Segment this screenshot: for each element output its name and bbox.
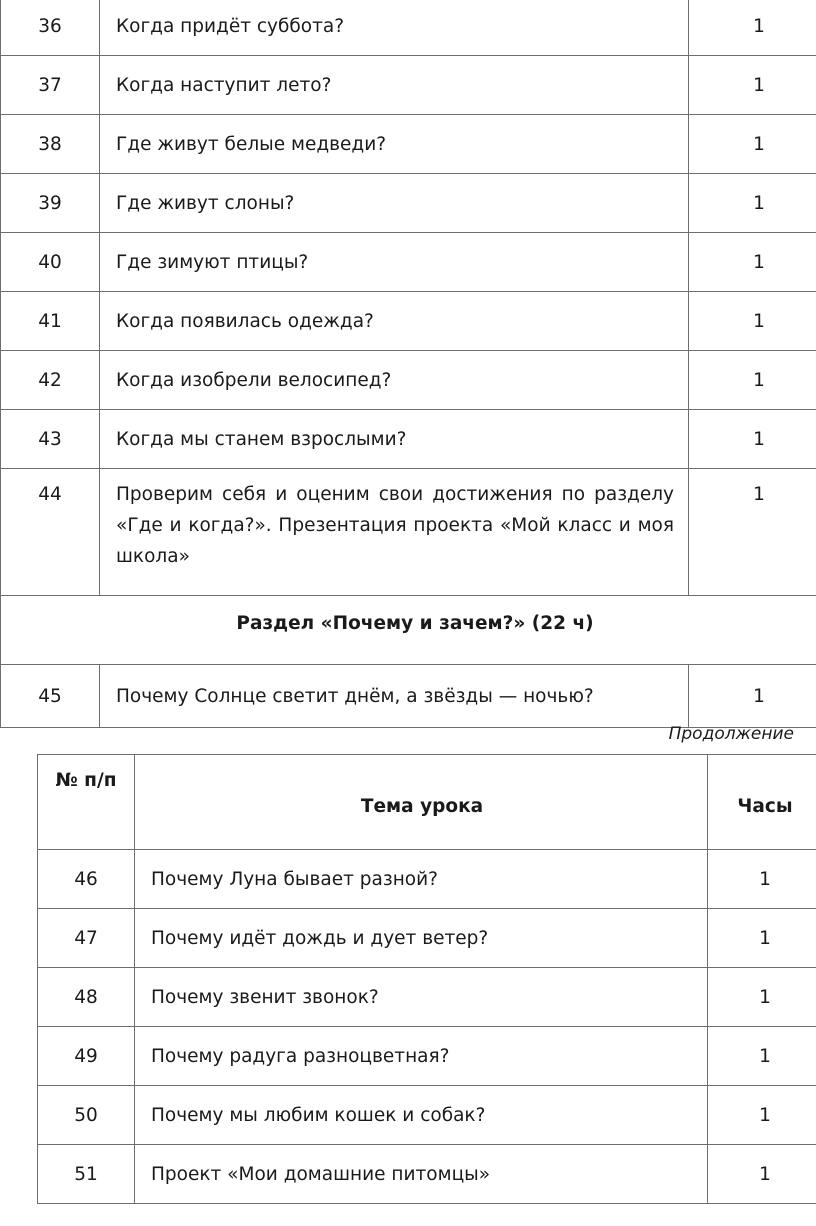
lesson-topic: Проект «Мои домашние питомцы» bbox=[135, 1145, 708, 1204]
header-hours: Часы bbox=[708, 755, 816, 850]
lesson-topic: Почему радуга разноцветная? bbox=[135, 1027, 708, 1086]
lesson-topic: Где живут белые медведи? bbox=[100, 115, 689, 174]
table-row bbox=[38, 909, 816, 968]
table-row bbox=[1, 0, 816, 56]
continuation-label: Продолжение bbox=[668, 724, 794, 744]
lesson-number: 38 bbox=[1, 115, 100, 174]
lesson-topic: Когда появилась одежда? bbox=[100, 292, 689, 351]
lesson-hours: 1 bbox=[689, 115, 816, 174]
lesson-hours: 1 bbox=[689, 292, 816, 351]
lesson-topic: Где зимуют птицы? bbox=[100, 233, 689, 292]
table-row bbox=[38, 850, 816, 909]
lesson-number: 50 bbox=[38, 1086, 135, 1145]
table-row bbox=[38, 1027, 816, 1086]
table-row bbox=[1, 351, 816, 410]
lesson-hours: 1 bbox=[689, 56, 816, 115]
lesson-number: 42 bbox=[1, 351, 100, 410]
lesson-number: 51 bbox=[38, 1145, 135, 1204]
lesson-topic: Где живут слоны? bbox=[100, 174, 689, 233]
lesson-number: 44 bbox=[1, 469, 100, 596]
lesson-number: 45 bbox=[1, 665, 100, 728]
lesson-number: 39 bbox=[1, 174, 100, 233]
lesson-topic: Когда придёт суббота? bbox=[100, 0, 689, 56]
lesson-number: 47 bbox=[38, 909, 135, 968]
lesson-hours: 1 bbox=[689, 233, 816, 292]
table-row bbox=[38, 968, 816, 1027]
header-number: № п/п bbox=[38, 755, 135, 850]
table-row bbox=[1, 410, 816, 469]
lesson-hours: 1 bbox=[689, 469, 816, 596]
lesson-hours: 1 bbox=[689, 410, 816, 469]
lesson-number: 36 bbox=[1, 0, 100, 56]
lesson-topic: Почему мы любим кошек и собак? bbox=[135, 1086, 708, 1145]
lesson-hours: 1 bbox=[708, 1086, 816, 1145]
table-row bbox=[1, 115, 816, 174]
section-title: Раздел «Почему и зачем?» (22 ч) bbox=[1, 596, 816, 665]
lesson-hours: 1 bbox=[708, 1027, 816, 1086]
lesson-hours: 1 bbox=[708, 968, 816, 1027]
lesson-table-bottom bbox=[37, 754, 816, 1204]
lesson-topic: Почему Луна бывает разной? bbox=[135, 850, 708, 909]
lesson-hours: 1 bbox=[689, 0, 816, 56]
lesson-number: 49 bbox=[38, 1027, 135, 1086]
table-row bbox=[1, 665, 816, 728]
table-row bbox=[1, 56, 816, 115]
lesson-hours: 1 bbox=[708, 1145, 816, 1204]
table-row bbox=[38, 1086, 816, 1145]
lesson-number: 37 bbox=[1, 56, 100, 115]
lesson-number: 43 bbox=[1, 410, 100, 469]
lesson-topic: Почему Солнце светит днём, а звёзды — ночью? bbox=[100, 665, 689, 728]
lesson-hours: 1 bbox=[689, 665, 816, 728]
lesson-hours: 1 bbox=[689, 174, 816, 233]
lesson-number: 48 bbox=[38, 968, 135, 1027]
header-topic: Тема урока bbox=[135, 755, 708, 850]
lesson-topic: Почему идёт дождь и дует ветер? bbox=[135, 909, 708, 968]
table-row bbox=[38, 1145, 816, 1204]
lesson-number: 41 bbox=[1, 292, 100, 351]
lesson-topic: Когда наступит лето? bbox=[100, 56, 689, 115]
lesson-number: 40 bbox=[1, 233, 100, 292]
lesson-number: 46 bbox=[38, 850, 135, 909]
lesson-topic: Когда изобрели велосипед? bbox=[100, 351, 689, 410]
lesson-topic: Почему звенит звонок? bbox=[135, 968, 708, 1027]
lesson-hours: 1 bbox=[708, 909, 816, 968]
lesson-hours: 1 bbox=[689, 351, 816, 410]
lesson-hours: 1 bbox=[708, 850, 816, 909]
table-row bbox=[1, 469, 816, 596]
lesson-topic: Когда мы станем взрослыми? bbox=[100, 410, 689, 469]
table-row bbox=[1, 174, 816, 233]
table-header-row bbox=[38, 755, 816, 850]
section-row bbox=[1, 596, 816, 665]
table-row bbox=[1, 292, 816, 351]
lesson-topic: Проверим себя и оценим свои достижения по разделу «Где и когда?». Презентация проекта «Мой класс и моя школа» bbox=[100, 469, 689, 596]
table-row bbox=[1, 233, 816, 292]
